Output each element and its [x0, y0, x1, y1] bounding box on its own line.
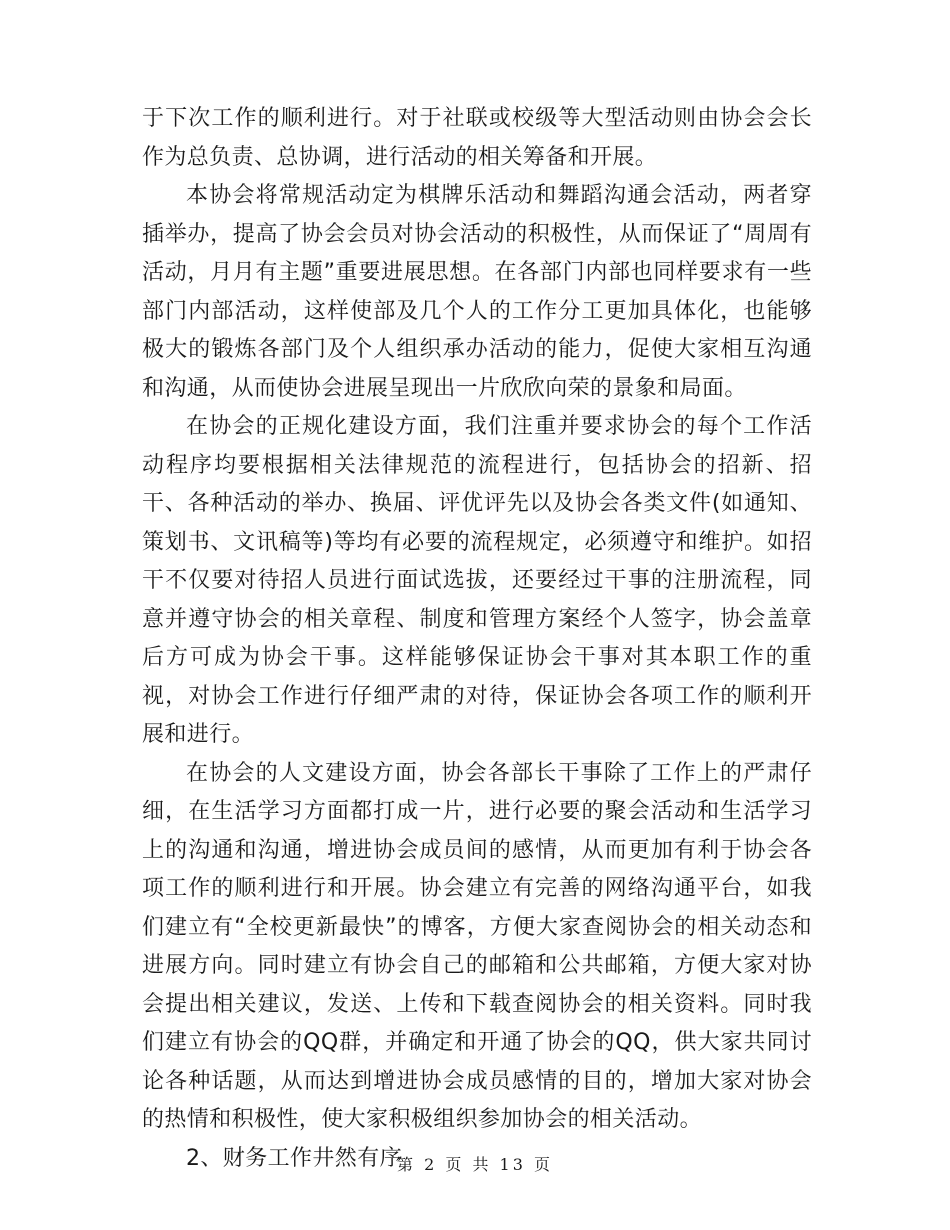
section-heading-finance: 2、财务工作井然有序	[186, 1145, 402, 1171]
paragraph-continuation: 于下次工作的顺利进行。对于社联或校级等大型活动则由协会会长作为总负责、总协调，进行活动的相关筹备和开展。	[142, 106, 812, 170]
paragraph-culture-building: 在协会的人文建设方面，协会各部长干事除了工作上的严肃仔细，在生活学习方面都打成一片，进行必要的聚会活动和生活学习上的沟通和沟通，增进协会成员间的感情，从而更加有利于协会各项工作的顺利进行和开展。协会建立有完善的网络沟通平台，如我们建立有“全校更新最快”的博客，方便大家查阅协会的相关动态和进展方向。同时建立有协会自己的邮箱和公共邮箱，方便大家对协会提出相关建议，发送、上传和下载查阅协会的相关资料。同时我们建立有协会的QQ群，并确定和开通了协会的QQ，供大家共同讨论各种话题，从而达到增进协会成员感情的目的，增加大家对协会的热情和积极性，使大家积极组织参加协会的相关活动。	[142, 760, 812, 1132]
page-number-footer: 第 2 页 共 13 页	[397, 1155, 553, 1174]
paragraph-regular-activities: 本协会将常规活动定为棋牌乐活动和舞蹈沟通会活动，两者穿插举办，提高了协会会员对协会活动的积极性，从而保证了“周周有活动，月月有主题”重要进展思想。在各部门内部也同样要求有一些部门内部活动，这样使部及几个人的工作分工更加具体化，也能够极大的锻炼各部门及个人组织承办活动的能力，促使大家相互沟通和沟通，从而使协会进展呈现出一片欣欣向荣的景象和局面。	[142, 183, 812, 401]
document-body	[142, 100, 812, 1178]
paragraph-standardization: 在协会的正规化建设方面，我们注重并要求协会的每个工作活动程序均要根据相关法律规范的流程进行，包括协会的招新、招干、各种活动的举办、换届、评优评先以及协会各类文件(如通知、策划书、文讯稿等)等均有必要的流程规定，必须遵守和维护。如招干不仅要对待招人员进行面试选拔，还要经过干事的注册流程，同意并遵守协会的相关章程、制度和管理方案经个人签字，协会盖章后方可成为协会干事。这样能够保证协会干事对其本职工作的重视，对协会工作进行仔细严肃的对待，保证协会各项工作的顺利开展和进行。	[142, 414, 812, 747]
